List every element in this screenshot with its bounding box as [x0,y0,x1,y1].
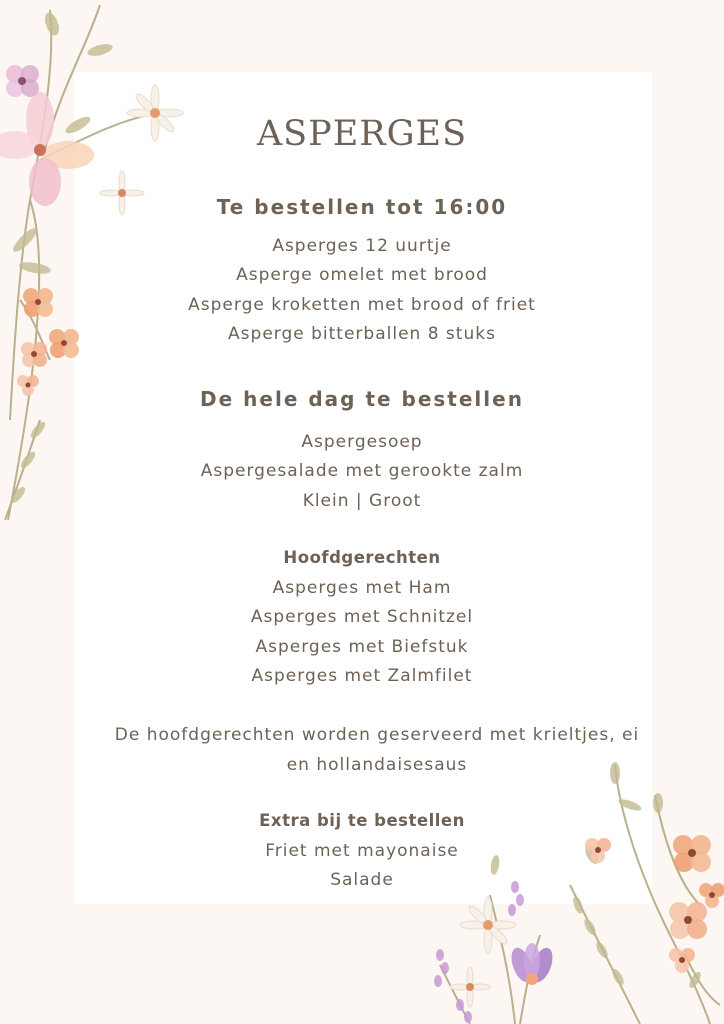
section-all-day-list [0,428,724,516]
extras-heading: Extra bij te bestellen [259,811,465,830]
main-courses-note: De hoofdgerechten worden geserveerd met krieltjes, ei en hollandaisesaus [114,725,640,775]
menu-item: Asperges met Schnitzel [250,607,474,628]
menu-item: Friet met mayonaise [265,841,459,861]
section-heading-until-16: Te bestellen tot 16:00 [216,195,508,219]
section-heading-all-day: De hele dag te bestellen [200,387,524,411]
main-courses-heading: Hoofdgerechten [283,548,441,567]
menu-item: Asperges 12 uurtje [272,236,452,256]
extras-list [0,837,724,896]
menu-item: Asperge kroketten met brood of friet [188,294,536,315]
main-courses-list [0,574,724,691]
menu-item: Salade [330,870,394,891]
menu-item: Aspergesalade met gerookte zalm [200,461,524,482]
menu-item: Aspergesoep [301,432,423,452]
menu-item: Asperge omelet met brood [236,265,488,286]
menu-item: Asperges met Ham [272,578,452,598]
menu-item: Asperge bitterballen 8 stuks [228,323,496,344]
section-until-16-list [0,232,724,349]
menu-title: ASPERGES [256,114,468,154]
menu-item: Klein | Groot [302,490,422,511]
menu-item: Asperges met Biefstuk [255,636,469,657]
menu-item: Asperges met Zalmfilet [251,665,473,686]
